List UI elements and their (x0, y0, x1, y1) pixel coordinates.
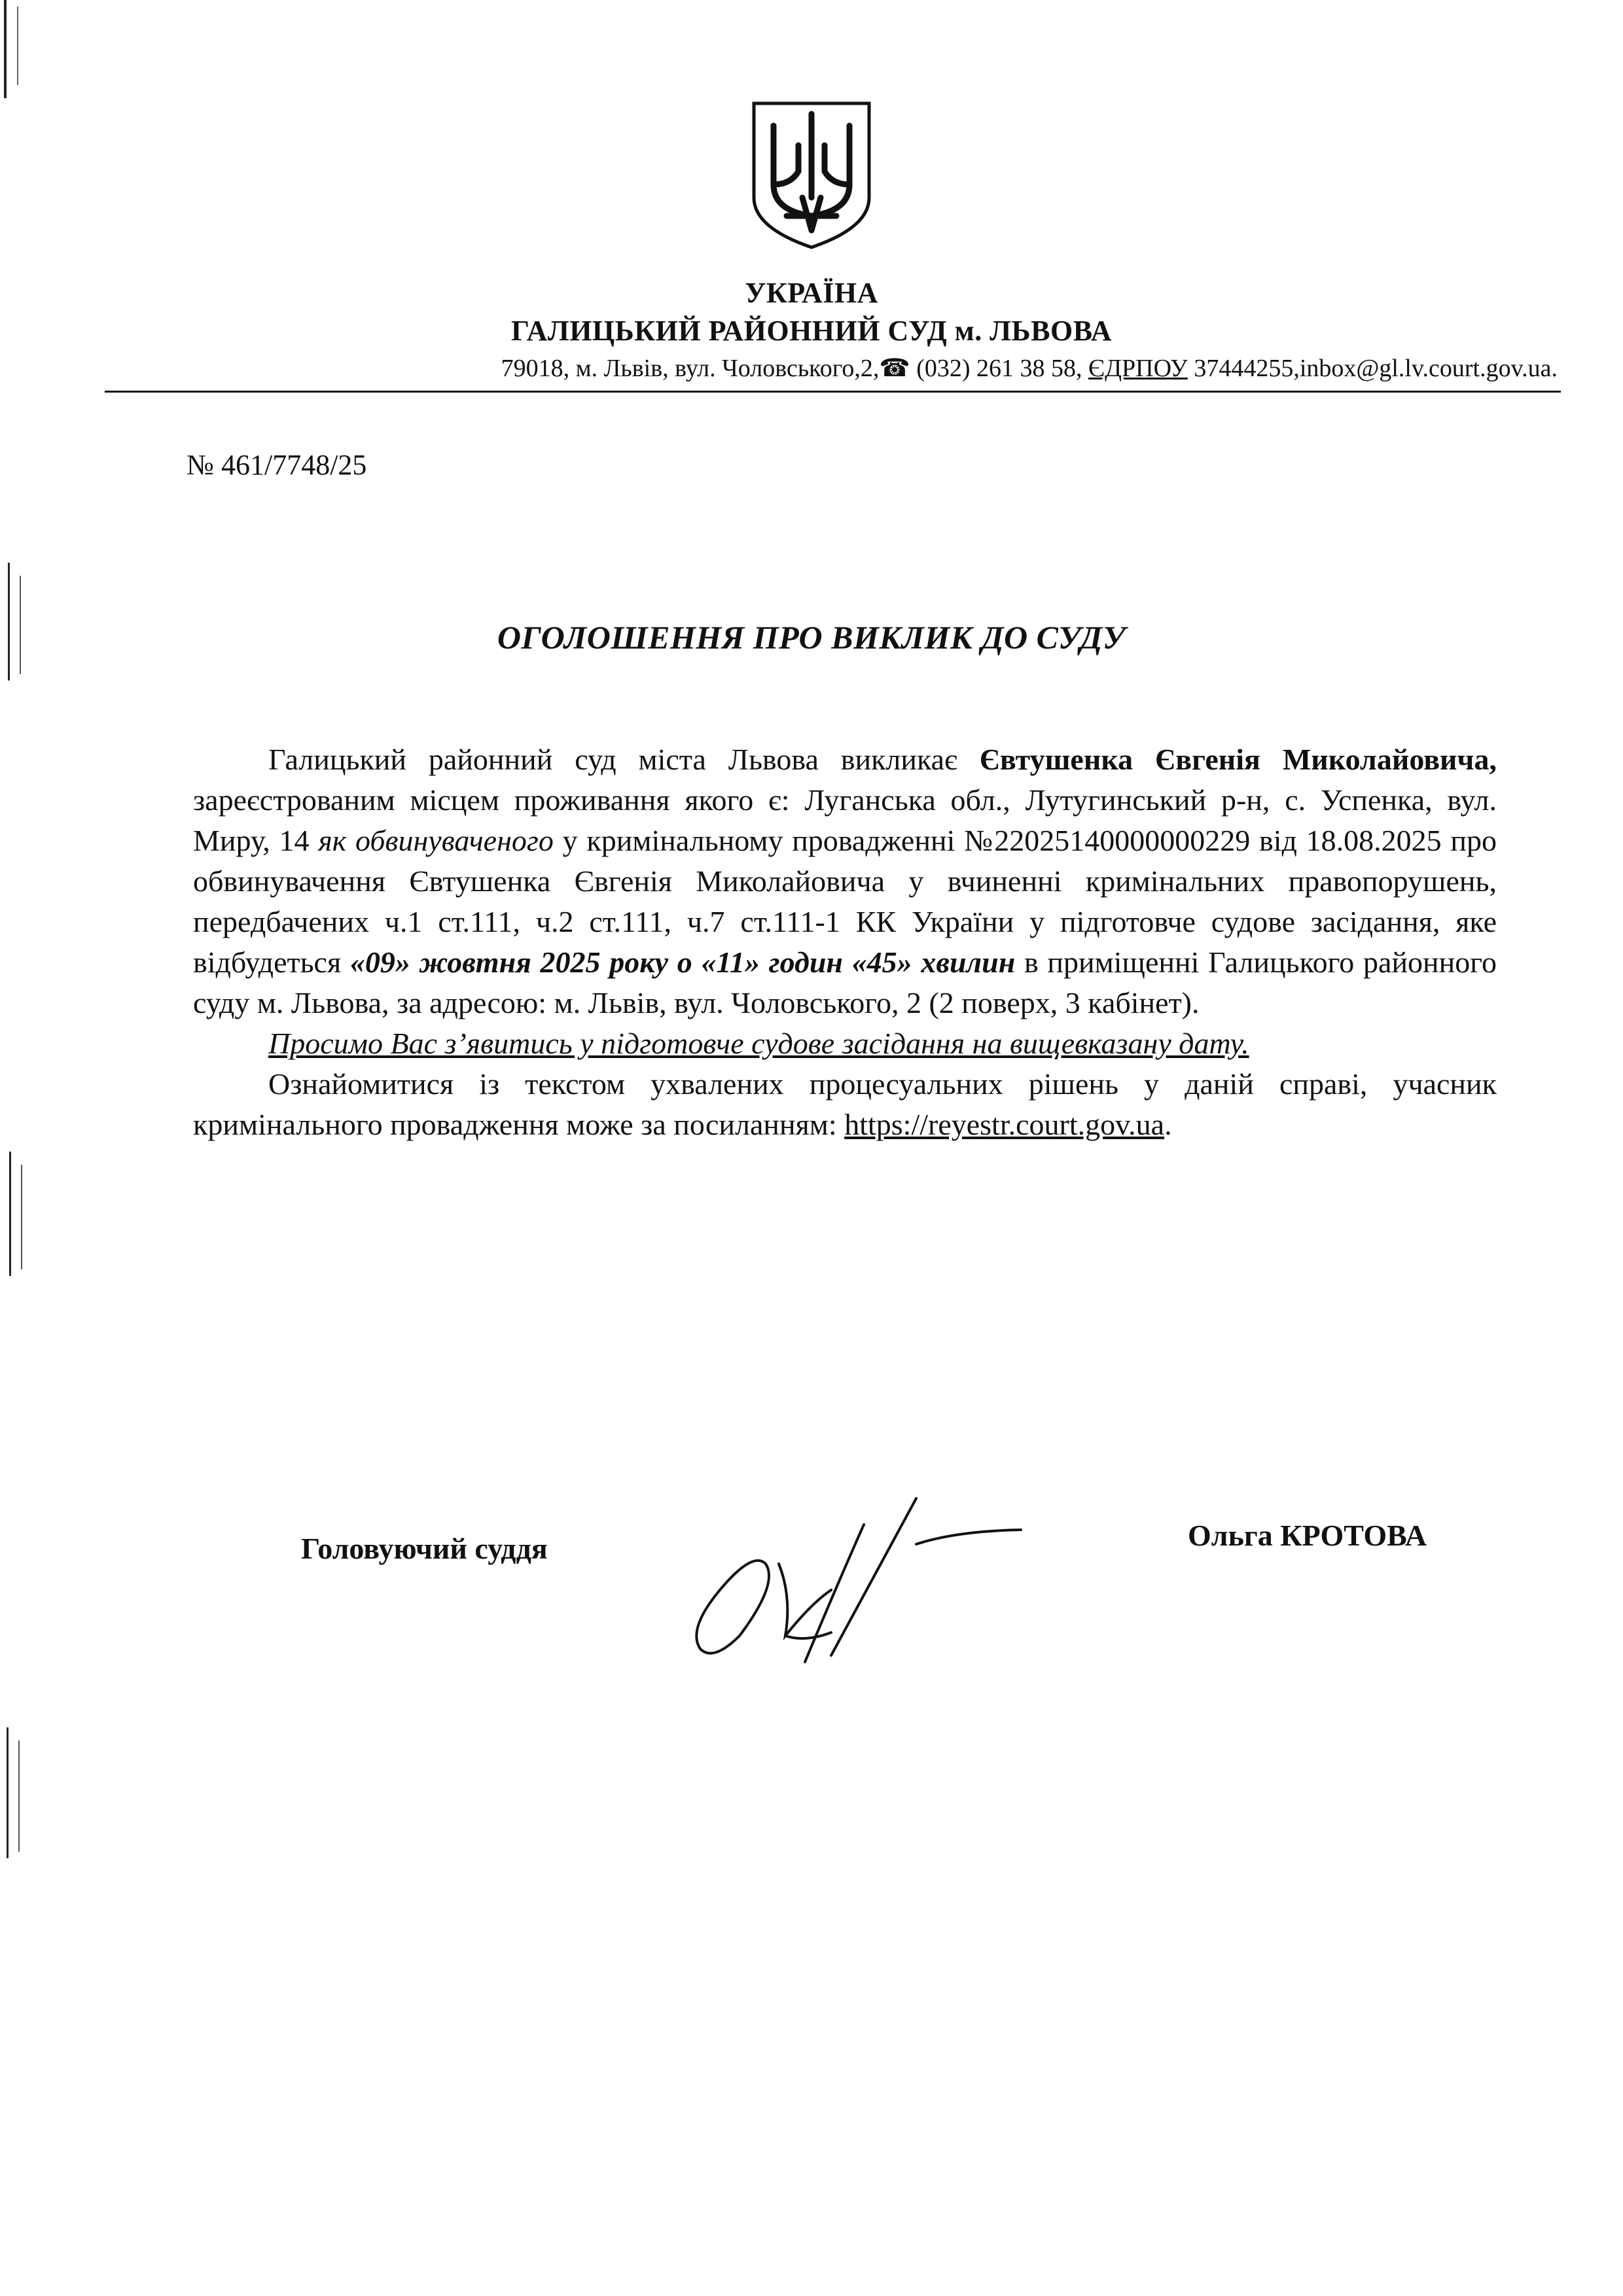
case-number: № 461/7748/25 (187, 449, 367, 481)
judge-name: Ольга КРОТОВА (1188, 1519, 1427, 1552)
summons-paragraph (193, 739, 1497, 1023)
summons-text: зареєстрованим місцем проживання якого є: Луганська обл., Лутугинський р-н, с. Успенка, вул. Миру, 14 (193, 783, 1497, 857)
summons-text: в приміщенні Галицького районного суду м. Львова, за адресою: м. Львів, вул. Чоловського, 2 (2 поверх, 3 кабінет). (193, 945, 1497, 1019)
hearing-datetime: «09» жовтня 2025 року о «11» годин «45» хвилин (349, 945, 1016, 979)
info-text: . (1164, 1108, 1172, 1141)
header-country: УКРАЇНА (745, 277, 878, 309)
scan-artifact (9, 1152, 11, 1276)
defendant-role: як обвинуваченого (318, 824, 554, 857)
phone-icon: ☎ (879, 355, 910, 382)
trident-coat-of-arms-icon (747, 99, 876, 250)
scan-artifact (17, 7, 18, 85)
court-phone: (032) 261 38 58, (916, 355, 1082, 382)
handwritten-signature (681, 1492, 1073, 1688)
info-paragraph (193, 1064, 1497, 1145)
defendant-name: Євтушенка Євгенія Миколайовича, (979, 743, 1497, 776)
info-text: Ознайомитися із текстом ухвалених процесуальних рішень у даній справі, учасник кримінального провадження може за посиланням: (193, 1067, 1497, 1141)
judge-label: Головуючий суддя (301, 1532, 548, 1565)
document-body (193, 739, 1497, 1145)
header-divider (105, 391, 1561, 393)
summons-text: у кримінальному провадженні №22025140000000229 від 18.08.2025 про обвинувачення Євтушенка Євгенія Миколайовича у вчиненні кримінальних правопорушень, передбачених ч.1 ст.111, ч.2 ст.111, ч.7 ст.111-1 КК України у підготовче судове засідання, яке відбудеться (193, 824, 1497, 979)
edrpou-and-email: 37444255,inbox@gl.lv.court.gov.ua. (1194, 355, 1558, 382)
edrpou-label: ЄДРПОУ (1088, 355, 1188, 382)
scan-artifact (4, 0, 7, 98)
scan-artifact (21, 1165, 22, 1269)
header-court-name: ГАЛИЦЬКИЙ РАЙОННИЙ СУД м. ЛЬВОВА (510, 315, 1113, 347)
document-title: ОГОЛОШЕННЯ ПРО ВИКЛИК ДО СУДУ (497, 619, 1126, 656)
scan-artifact (18, 1740, 20, 1852)
appearance-request: Просимо Вас з’явитись у підготовче судове засідання на вищевказану дату. (268, 1027, 1249, 1060)
court-address-line (105, 353, 1558, 383)
registry-link[interactable]: https://reyestr.court.gov.ua (844, 1108, 1165, 1141)
court-address: 79018, м. Львів, вул. Чоловського,2, (501, 355, 880, 382)
request-paragraph (193, 1023, 1497, 1064)
summons-text: Галицький районний суд міста Львова викликає (268, 743, 980, 776)
scan-artifact (7, 1727, 9, 1858)
